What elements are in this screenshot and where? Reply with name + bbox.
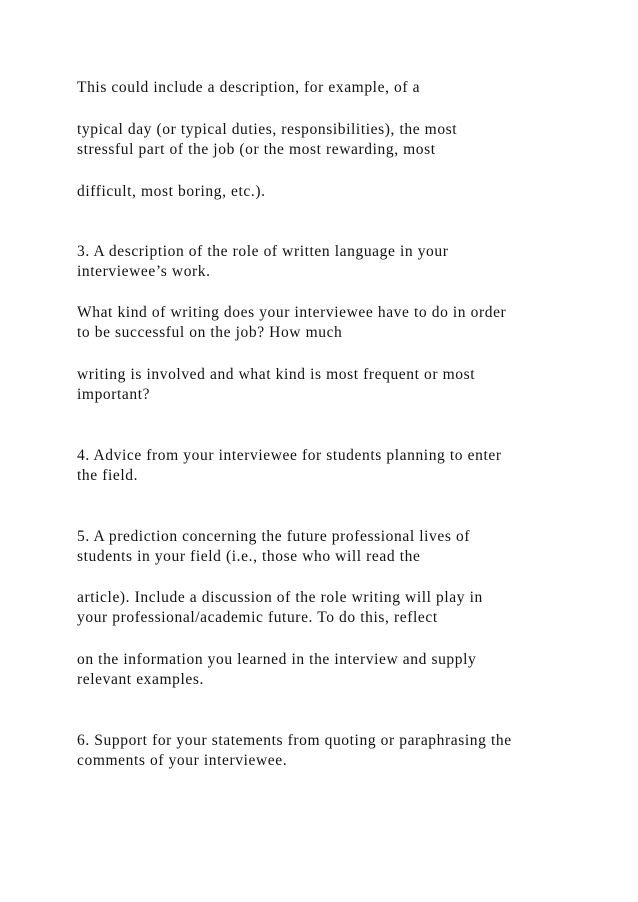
text-line: interviewee’s work. [77,263,211,280]
text-line: typical day (or typical duties, responsibilities), the most [77,121,458,138]
text-line: writing is involved and what kind is most frequent or most [77,366,476,383]
text-line: relevant examples. [77,671,204,688]
text-line: This could include a description, for example, of a [77,79,421,96]
text-line: comments of your interviewee. [77,752,288,769]
text-line: 4. Advice from your interviewee for students planning to enter [77,447,502,464]
text-line: 3. A description of the role of written language in your [77,243,449,260]
text-line: important? [77,386,151,403]
text-line: difficult, most boring, etc.). [77,183,266,200]
text-line: students in your field (i.e., those who will read the [77,548,421,565]
text-line: your professional/academic future. To do this, reflect [77,609,438,626]
text-line: 6. Support for your statements from quoting or paraphrasing the [77,732,512,749]
text-line: the field. [77,467,139,484]
text-line: article). Include a discussion of the role writing will play in [77,589,483,606]
text-line: What kind of writing does your interviewee have to do in order [77,304,507,321]
text-line: on the information you learned in the interview and supply [77,651,477,668]
text-line: 5. A prediction concerning the future professional lives of [77,528,471,545]
text-line: stressful part of the job (or the most rewarding, most [77,141,436,158]
text-line: to be successful on the job? How much [77,324,343,341]
